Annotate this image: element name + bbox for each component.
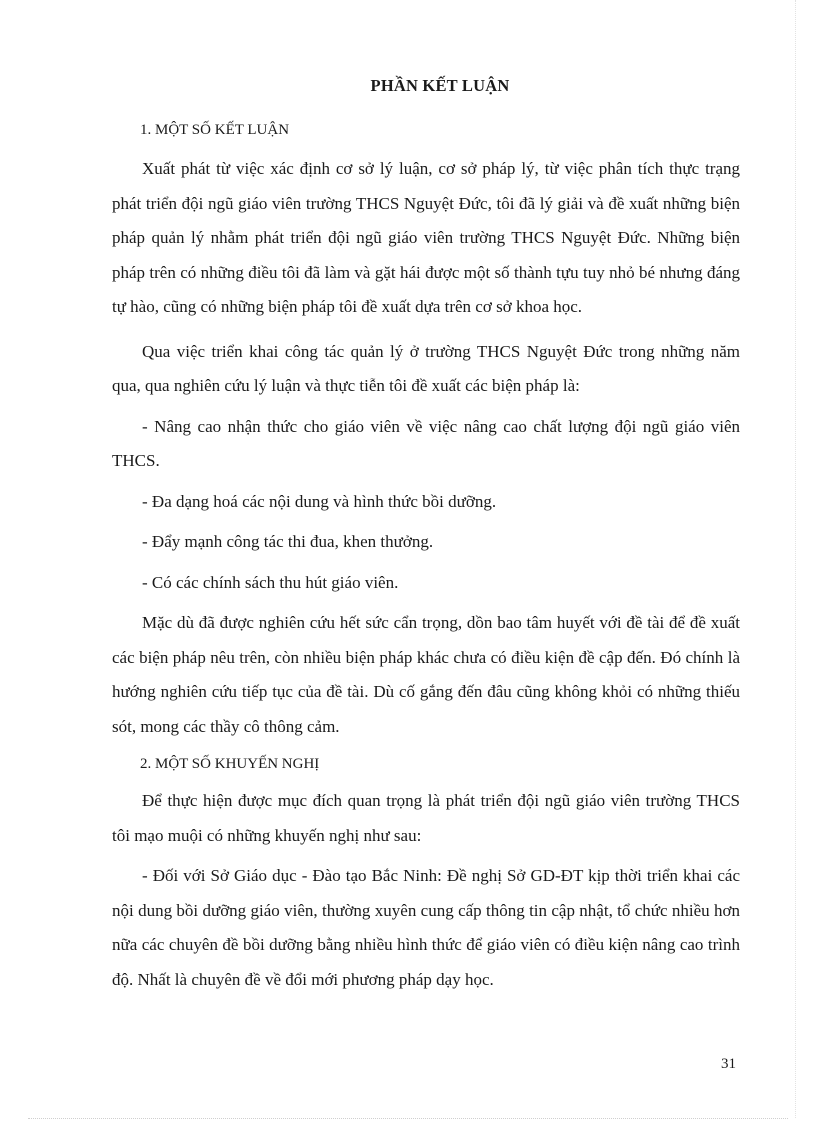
section-heading-conclusions: 1. MỘT SỐ KẾT LUẬN [140,122,290,138]
list-item: - Nâng cao nhận thức cho giáo viên về việc nâng cao chất lượng đội ngũ giáo viên THCS. [112,416,740,470]
list-item: - Đẩy mạnh công tác thi đua, khen thưởng. [142,532,434,551]
page-number: 31 [721,1056,736,1072]
paragraph: Qua việc triển khai công tác quản lý ở trường THCS Nguyệt Đức trong những năm qua, qua nghiên cứu lý luận và thực tiễn tôi đề xuất các biện pháp là: [112,341,740,395]
paragraph: Để thực hiện được mục đích quan trọng là phát triển đội ngũ giáo viên trường THCS tôi mạo muội có những khuyến nghị như sau: [112,791,740,845]
page-title: PHẦN KẾT LUẬN [370,76,510,95]
page-bottom-border [28,1118,788,1119]
list-item: - Đa dạng hoá các nội dung và hình thức bồi dưỡng. [142,491,497,511]
document-body [112,116,740,997]
paragraph: Mặc dù đã được nghiên cứu hết sức cẩn trọng, dồn bao tâm huyết với đề tài để đề xuất các biện pháp nêu trên, còn nhiều biện pháp khác chưa có điều kiện đề cập đến. Đó chính là hướng nghiên cứu tiếp tục của đề tài. Dù cố gắng đến đâu cũng không khỏi có những thiếu sót, mong các thầy cô thông cảm. [112,613,740,736]
list-item: - Đối với Sở Giáo dục - Đào tạo Bắc Ninh: Đề nghị Sở GD-ĐT kịp thời triển khai các nội dung bồi dưỡng giáo viên, thường xuyên cung cấp thông tin cập nhật, tổ chức nhiều hơn nữa các chuyên đề bồi dưỡng bằng nhiều hình thức để giáo viên có điều kiện nâng cao trình độ. Nhất là chuyên đề về đổi mới phương pháp dạy học. [112,866,740,989]
page-right-border [795,0,796,1118]
paragraph: Xuất phát từ việc xác định cơ sở lý luận, cơ sở pháp lý, từ việc phân tích thực trạng phát triển đội ngũ giáo viên trường THCS Nguyệt Đức, tôi đã lý giải và đề xuất những biện pháp quản lý nhằm phát triển đội ngũ giáo viên trường THCS Nguyệt Đức. Những biện pháp trên có những điều tôi đã làm và gặt hái được một số thành tựu tuy nhỏ bé nhưng đáng tự hào, cũng có những biện pháp tôi đề xuất dựa trên cơ sở khoa học. [112,159,740,316]
section-heading-recommendations: 2. MỘT SỐ KHUYẾN NGHỊ [140,756,320,772]
list-item: - Có các chính sách thu hút giáo viên. [142,572,399,592]
